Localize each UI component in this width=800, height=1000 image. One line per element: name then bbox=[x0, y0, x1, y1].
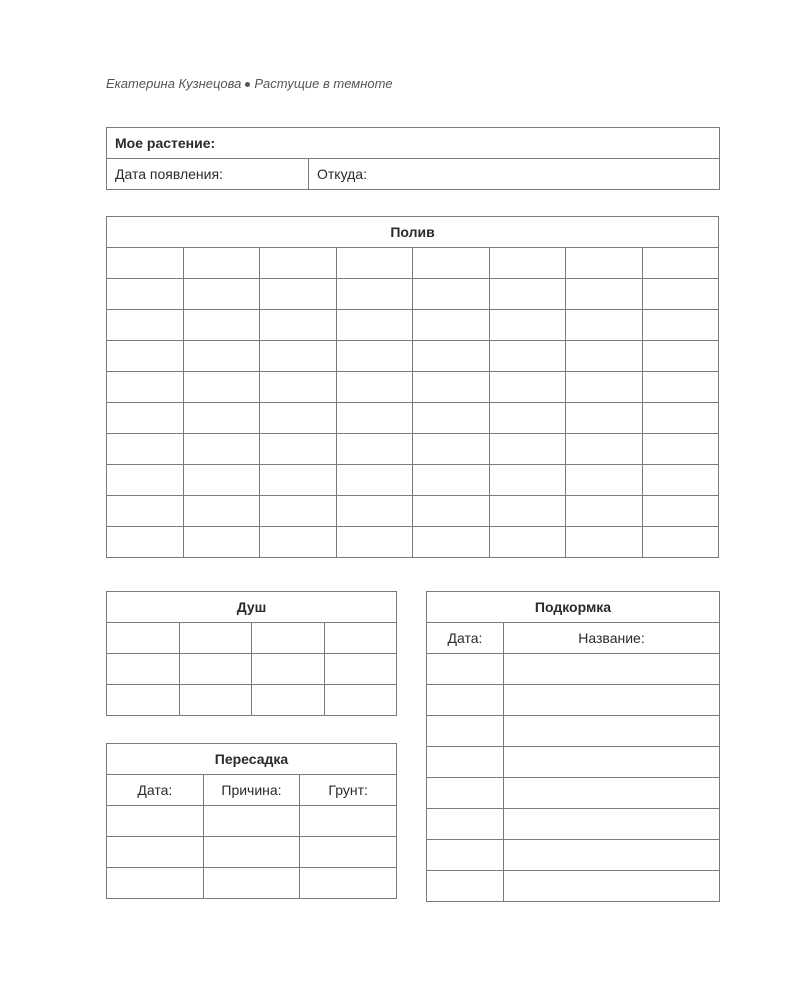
watering-cell[interactable] bbox=[566, 279, 643, 310]
watering-cell[interactable] bbox=[642, 341, 719, 372]
shower-cell[interactable] bbox=[252, 623, 325, 654]
feeding-cell[interactable] bbox=[427, 809, 504, 840]
watering-cell[interactable] bbox=[336, 465, 413, 496]
watering-cell[interactable] bbox=[107, 465, 184, 496]
watering-cell[interactable] bbox=[413, 465, 490, 496]
feeding-cell[interactable] bbox=[427, 778, 504, 809]
watering-cell[interactable] bbox=[566, 248, 643, 279]
watering-cell[interactable] bbox=[413, 341, 490, 372]
watering-cell[interactable] bbox=[336, 279, 413, 310]
watering-row bbox=[107, 310, 719, 341]
watering-cell[interactable] bbox=[260, 403, 337, 434]
feeding-column-header: Название: bbox=[504, 623, 720, 654]
watering-cell[interactable] bbox=[336, 434, 413, 465]
feeding-cell[interactable] bbox=[504, 716, 720, 747]
watering-row bbox=[107, 341, 719, 372]
watering-cell[interactable] bbox=[642, 465, 719, 496]
watering-cell[interactable] bbox=[107, 372, 184, 403]
watering-cell[interactable] bbox=[642, 434, 719, 465]
feeding-row bbox=[427, 685, 720, 716]
watering-cell[interactable] bbox=[183, 372, 260, 403]
plant-info-table bbox=[106, 127, 720, 190]
watering-table bbox=[106, 216, 719, 558]
watering-cell[interactable] bbox=[336, 372, 413, 403]
watering-cell[interactable] bbox=[107, 403, 184, 434]
transplant-column-header: Грунт: bbox=[300, 775, 397, 806]
feeding-cell[interactable] bbox=[427, 716, 504, 747]
watering-cell[interactable] bbox=[107, 496, 184, 527]
watering-cell[interactable] bbox=[336, 310, 413, 341]
feeding-row bbox=[427, 840, 720, 871]
feeding-cell[interactable] bbox=[504, 685, 720, 716]
shower-row bbox=[107, 623, 397, 654]
watering-row bbox=[107, 403, 719, 434]
transplant-row bbox=[107, 837, 397, 868]
watering-cell[interactable] bbox=[183, 496, 260, 527]
watering-cell[interactable] bbox=[107, 341, 184, 372]
watering-cell[interactable] bbox=[260, 279, 337, 310]
watering-cell[interactable] bbox=[336, 248, 413, 279]
shower-row bbox=[107, 654, 397, 685]
transplant-header-row bbox=[107, 775, 397, 806]
watering-cell[interactable] bbox=[413, 527, 490, 558]
watering-row bbox=[107, 434, 719, 465]
watering-cell[interactable] bbox=[260, 465, 337, 496]
author-name: Екатерина Кузнецова bbox=[106, 76, 242, 91]
watering-row bbox=[107, 248, 719, 279]
feeding-cell[interactable] bbox=[427, 871, 504, 902]
transplant-column-header: Причина: bbox=[203, 775, 300, 806]
watering-cell[interactable] bbox=[183, 403, 260, 434]
shower-cell[interactable] bbox=[324, 623, 397, 654]
transplant-cell[interactable] bbox=[203, 837, 300, 868]
watering-row bbox=[107, 372, 719, 403]
feeding-row bbox=[427, 871, 720, 902]
watering-cell[interactable] bbox=[566, 372, 643, 403]
shower-cell[interactable] bbox=[179, 654, 252, 685]
watering-cell[interactable] bbox=[566, 434, 643, 465]
watering-cell[interactable] bbox=[260, 496, 337, 527]
watering-cell[interactable] bbox=[566, 341, 643, 372]
shower-cell[interactable] bbox=[107, 654, 180, 685]
watering-cell[interactable] bbox=[413, 372, 490, 403]
feeding-table bbox=[426, 591, 720, 902]
watering-cell[interactable] bbox=[183, 527, 260, 558]
transplant-cell[interactable] bbox=[300, 806, 397, 837]
feeding-cell[interactable] bbox=[504, 871, 720, 902]
watering-row bbox=[107, 465, 719, 496]
watering-cell[interactable] bbox=[413, 434, 490, 465]
watering-cell[interactable] bbox=[642, 527, 719, 558]
watering-cell[interactable] bbox=[489, 465, 566, 496]
feeding-row bbox=[427, 747, 720, 778]
feeding-cell[interactable] bbox=[504, 654, 720, 685]
watering-cell[interactable] bbox=[489, 341, 566, 372]
transplant-title: Пересадка bbox=[107, 744, 397, 775]
watering-cell[interactable] bbox=[183, 341, 260, 372]
shower-cell[interactable] bbox=[324, 685, 397, 716]
watering-cell[interactable] bbox=[336, 403, 413, 434]
watering-cell[interactable] bbox=[489, 403, 566, 434]
watering-cell[interactable] bbox=[489, 310, 566, 341]
transplant-cell[interactable] bbox=[107, 868, 204, 899]
feeding-cell[interactable] bbox=[427, 840, 504, 871]
watering-cell[interactable] bbox=[260, 310, 337, 341]
feeding-cell[interactable] bbox=[427, 685, 504, 716]
plant-title: Мое растение: bbox=[107, 128, 720, 159]
watering-cell[interactable] bbox=[183, 434, 260, 465]
transplant-cell[interactable] bbox=[203, 806, 300, 837]
watering-cell[interactable] bbox=[642, 279, 719, 310]
watering-cell[interactable] bbox=[336, 527, 413, 558]
transplant-row bbox=[107, 806, 397, 837]
transplant-row bbox=[107, 868, 397, 899]
feeding-title: Подкормка bbox=[427, 592, 720, 623]
watering-cell[interactable] bbox=[489, 434, 566, 465]
shower-cell[interactable] bbox=[107, 623, 180, 654]
watering-cell[interactable] bbox=[413, 403, 490, 434]
watering-cell[interactable] bbox=[260, 341, 337, 372]
shower-cell[interactable] bbox=[107, 685, 180, 716]
watering-cell[interactable] bbox=[107, 527, 184, 558]
transplant-cell[interactable] bbox=[300, 868, 397, 899]
feeding-cell[interactable] bbox=[504, 840, 720, 871]
watering-cell[interactable] bbox=[107, 434, 184, 465]
page-header bbox=[106, 76, 393, 91]
watering-cell[interactable] bbox=[413, 248, 490, 279]
feeding-row bbox=[427, 809, 720, 840]
watering-title: Полив bbox=[107, 217, 719, 248]
shower-cell[interactable] bbox=[179, 685, 252, 716]
feeding-cell[interactable] bbox=[504, 747, 720, 778]
transplant-column-header: Дата: bbox=[107, 775, 204, 806]
watering-cell[interactable] bbox=[183, 310, 260, 341]
watering-row bbox=[107, 279, 719, 310]
shower-cell[interactable] bbox=[179, 623, 252, 654]
watering-row bbox=[107, 527, 719, 558]
watering-cell[interactable] bbox=[566, 527, 643, 558]
watering-cell[interactable] bbox=[489, 372, 566, 403]
shower-cell[interactable] bbox=[252, 685, 325, 716]
watering-cell[interactable] bbox=[489, 527, 566, 558]
watering-cell[interactable] bbox=[642, 403, 719, 434]
transplant-cell[interactable] bbox=[203, 868, 300, 899]
watering-cell[interactable] bbox=[260, 372, 337, 403]
book-title: Растущие в темноте bbox=[254, 76, 393, 91]
watering-cell[interactable] bbox=[183, 465, 260, 496]
feeding-row bbox=[427, 654, 720, 685]
shower-cell[interactable] bbox=[252, 654, 325, 685]
plant-origin-field[interactable]: Откуда: bbox=[309, 159, 720, 190]
shower-table bbox=[106, 591, 397, 716]
watering-cell[interactable] bbox=[642, 496, 719, 527]
transplant-cell[interactable] bbox=[107, 837, 204, 868]
watering-row bbox=[107, 496, 719, 527]
watering-cell[interactable] bbox=[566, 496, 643, 527]
watering-cell[interactable] bbox=[260, 527, 337, 558]
watering-cell[interactable] bbox=[183, 279, 260, 310]
watering-cell[interactable] bbox=[642, 372, 719, 403]
feeding-cell[interactable] bbox=[427, 747, 504, 778]
watering-cell[interactable] bbox=[183, 248, 260, 279]
watering-cell[interactable] bbox=[260, 434, 337, 465]
shower-title: Душ bbox=[107, 592, 397, 623]
feeding-row bbox=[427, 778, 720, 809]
watering-cell[interactable] bbox=[642, 310, 719, 341]
transplant-table bbox=[106, 743, 397, 899]
watering-cell[interactable] bbox=[413, 310, 490, 341]
watering-cell[interactable] bbox=[489, 279, 566, 310]
feeding-cell[interactable] bbox=[504, 809, 720, 840]
watering-cell[interactable] bbox=[413, 496, 490, 527]
watering-cell[interactable] bbox=[107, 279, 184, 310]
watering-cell[interactable] bbox=[489, 248, 566, 279]
watering-cell[interactable] bbox=[566, 403, 643, 434]
watering-cell[interactable] bbox=[107, 310, 184, 341]
feeding-cell[interactable] bbox=[427, 654, 504, 685]
watering-cell[interactable] bbox=[489, 496, 566, 527]
bullet-icon bbox=[245, 82, 250, 87]
watering-cell[interactable] bbox=[413, 279, 490, 310]
transplant-cell[interactable] bbox=[107, 806, 204, 837]
transplant-cell[interactable] bbox=[300, 837, 397, 868]
watering-cell[interactable] bbox=[336, 496, 413, 527]
feeding-row bbox=[427, 716, 720, 747]
feeding-column-header: Дата: bbox=[427, 623, 504, 654]
shower-row bbox=[107, 685, 397, 716]
plant-date-field[interactable]: Дата появления: bbox=[107, 159, 309, 190]
feeding-header-row bbox=[427, 623, 720, 654]
watering-cell[interactable] bbox=[642, 248, 719, 279]
watering-cell[interactable] bbox=[260, 248, 337, 279]
shower-cell[interactable] bbox=[324, 654, 397, 685]
watering-cell[interactable] bbox=[107, 248, 184, 279]
watering-cell[interactable] bbox=[566, 465, 643, 496]
feeding-cell[interactable] bbox=[504, 778, 720, 809]
watering-cell[interactable] bbox=[566, 310, 643, 341]
watering-cell[interactable] bbox=[336, 341, 413, 372]
